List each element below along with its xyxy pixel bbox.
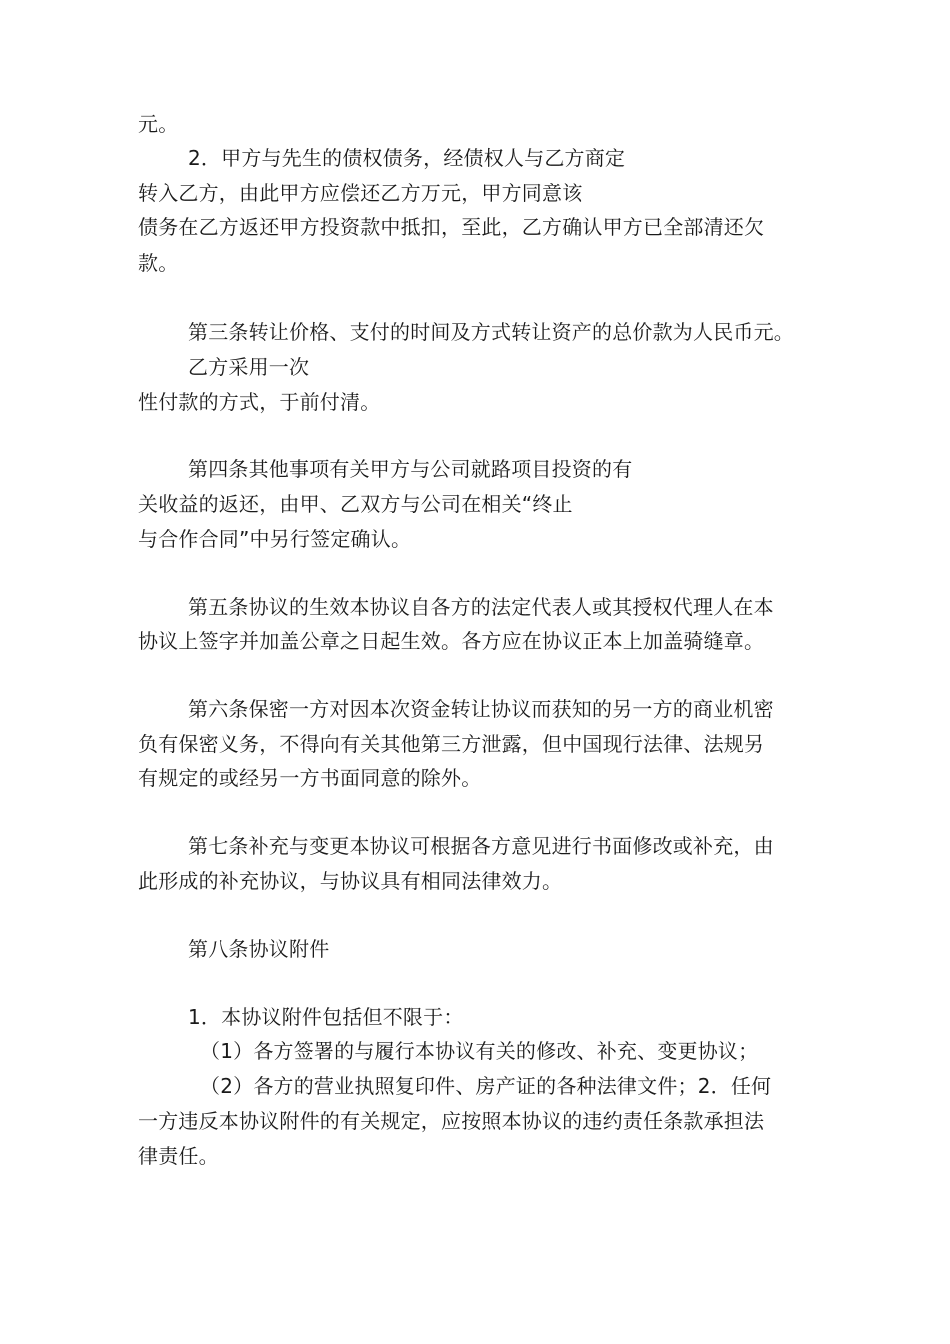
text-line: 与合作合同”中另行签定确认。: [138, 527, 412, 551]
text-line: 第七条补充与变更本协议可根据各方意见进行书面修改或补充，由: [188, 834, 774, 858]
text-line: 性付款的方式，于前付清。: [138, 390, 381, 414]
text-line: 2．甲方与先生的债权债务，经债权人与乙方商定: [188, 146, 626, 170]
text-line: 第八条协议附件: [188, 937, 330, 961]
text-line: 律责任。: [138, 1144, 219, 1168]
text-line: 一方违反本协议附件的有关规定，应按照本协议的违约责任条款承担法: [138, 1109, 765, 1133]
text-line: （1）各方签署的与履行本协议有关的修改、补充、变更协议；: [200, 1039, 759, 1063]
text-line: 第四条其他事项有关甲方与公司就路项目投资的有: [188, 457, 633, 481]
text-line: 转入乙方，由此甲方应偿还乙方万元，甲方同意该: [138, 181, 583, 205]
text-line: 此形成的补充协议，与协议具有相同法律效力。: [138, 869, 563, 893]
text-line: 关收益的返还，由甲、乙双方与公司在相关“终止: [138, 492, 573, 516]
text-line: 债务在乙方返还甲方投资款中抵扣，至此，乙方确认甲方已全部清还欠: [138, 215, 765, 239]
text-line: 1．本协议附件包括但不限于：: [188, 1005, 464, 1029]
text-line: 第三条转让价格、支付的时间及方式转让资产的总价款为人民币元。: [188, 320, 794, 344]
text-line: 第五条协议的生效本协议自各方的法定代表人或其授权代理人在本: [188, 595, 774, 619]
text-line: 款。: [138, 251, 179, 275]
text-line: 有规定的或经另一方书面同意的除外。: [138, 766, 482, 790]
text-line: 负有保密义务，不得向有关其他第三方泄露，但中国现行法律、法规另: [138, 732, 765, 756]
text-line: 乙方采用一次: [188, 355, 310, 379]
text-line: 第六条保密一方对因本次资金转让协议而获知的另一方的商业机密: [188, 697, 774, 721]
text-line: 元。: [138, 112, 179, 136]
text-line: 协议上签字并加盖公章之日起生效。各方应在协议正本上加盖骑缝章。: [138, 629, 765, 653]
text-line: （2）各方的营业执照复印件、房产证的各种法律文件；2．任何: [200, 1074, 772, 1098]
